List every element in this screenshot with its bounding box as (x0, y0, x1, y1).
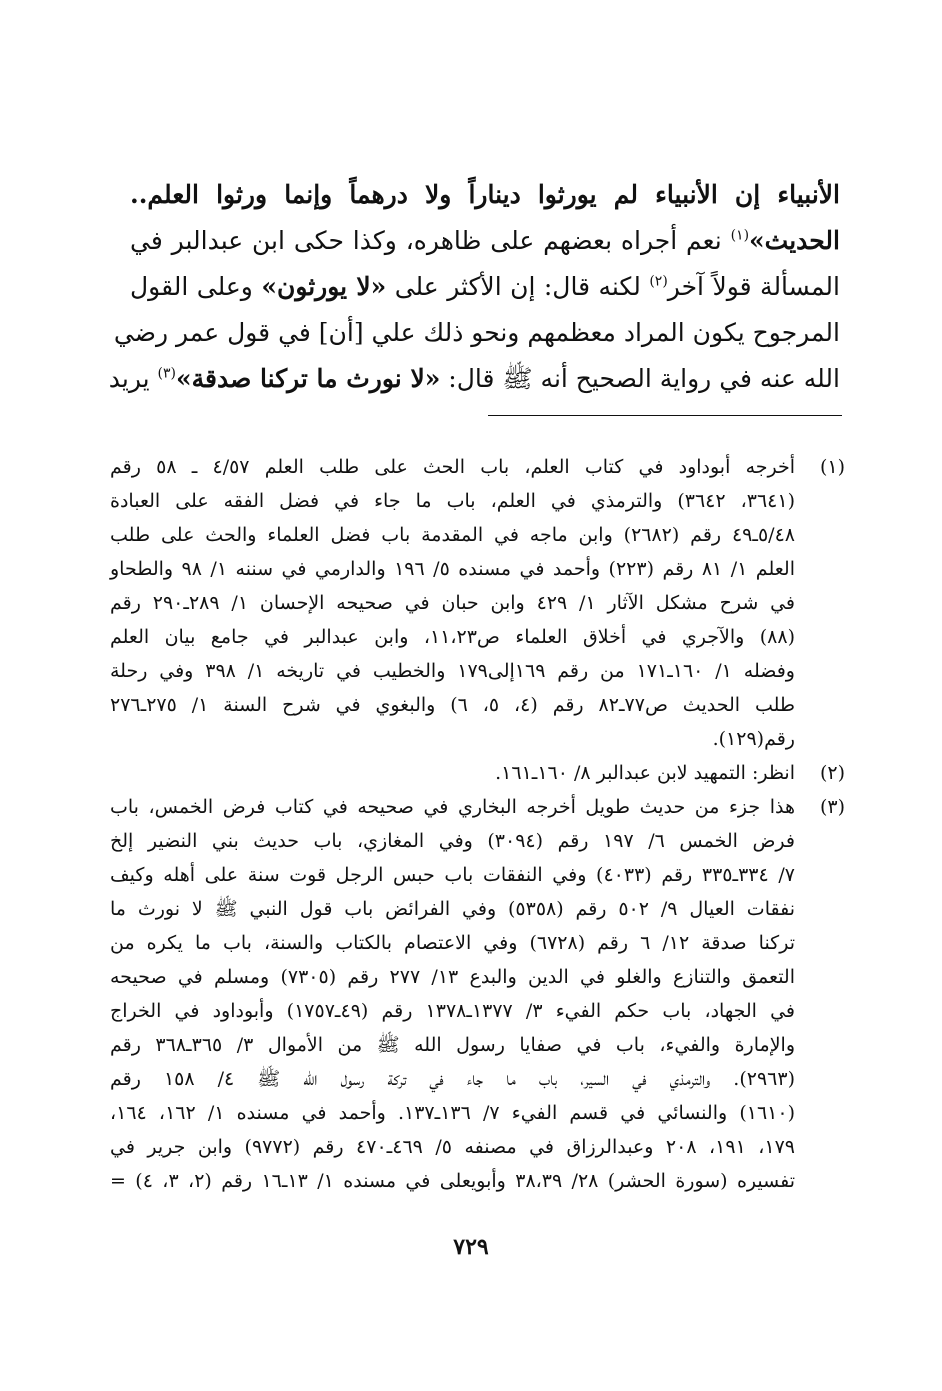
main-line-3 (130, 264, 840, 310)
main-line-3-text-b: لكنه قال: إن الأكثر على (386, 272, 650, 301)
main-line-3-text-d: وعلى القول (130, 272, 262, 301)
footnote-line: ١٧٩، ١٩١، ٢٠٨ وعبدالرزاق في مصنفه ٥/ ٤٦٩ـ٤٧٠ رقم (٩٧٧٢) وابن جرير في (110, 1136, 796, 1158)
footnote-line: في الجهاد، باب حكم الفيء ٣/ ١٣٧٧ـ١٣٧٨ رقم (٤٩ـ١٧٥٧) وأبوداود في الخراج (110, 1000, 795, 1022)
footnote-number: (٣) (819, 796, 845, 818)
footnote-line: (٢٩٦٣). والترمذي في السير، باب ما جاء في تركة رسول الله ﷺ ٤/ ١٥٨ رقم (110, 1068, 795, 1090)
footnotes-section (110, 450, 845, 1198)
footnote-body (110, 790, 795, 1198)
footnote-line: فرض الخمس ٦/ ١٩٧ رقم (٣٠٩٤) وفي المغازي، باب حديث بني النضير إلخ (110, 830, 795, 852)
footnote-line: تركنا صدقة ١٢/ ٦ رقم (٦٧٢٨) وفي الاعتصام بالكتاب والسنة، باب ما يكره من (110, 932, 796, 954)
footnote-ref-1[interactable]: (١) (730, 227, 750, 244)
main-line-4-text: المرجوح يكون المراد معظمهم ونحو ذلك علي [أن] في قول عمر رضي (113, 318, 840, 347)
main-text-block (108, 172, 840, 402)
main-line-2 (130, 218, 840, 264)
footnote-number: (١) (819, 456, 845, 478)
footnote-line: تفسيره (سورة الحشر) ٢٨/ ٣٨،٣٩ وأبويعلى في مسنده ١/ ١٣ـ١٦ رقم (٢، ٣، ٤) = (110, 1170, 795, 1192)
footnote-ref-3[interactable]: (٣) (157, 365, 176, 382)
main-line-3-text-a: المسألة قولاً آخر (667, 272, 840, 301)
footnote-body (110, 756, 795, 790)
main-line-5 (108, 356, 840, 402)
footnote-ref-2[interactable]: (٢) (649, 273, 668, 290)
quote-la-yurathun: «لا يورثون» (261, 272, 387, 301)
footnote-line: (٣٦٤١، ٣٦٤٢) والترمذي في العلم، باب ما جاء في فضل الفقه على العبادة (110, 490, 795, 512)
footnote-line: ٥/٤٨ـ٤٩ رقم (٢٦٨٢) وابن ماجه في المقدمة باب فضل العلماء والحث على طلب (110, 524, 795, 546)
main-line-1-text: الأنبياء إن الأنبياء لم يورثوا ديناراً ولا درهماً وإنما ورثوا العلم.. (130, 180, 840, 209)
main-line-5-text-c: يريد (108, 364, 158, 393)
footnote-line: ٧/ ٣٣٤ـ٣٣٥ رقم (٤٠٣٣) وفي النفقات باب حبس الرجل قوت سنة على أهله وكيف (110, 864, 795, 886)
footnote-3 (110, 790, 845, 1198)
footnote-line: طلب الحديث ص٧٧ـ٨٢ رقم (٤، ٥، ٦) والبغوي في شرح السنة ١/ ٢٧٥ـ٢٧٦ (110, 694, 796, 716)
quote-la-nurith: «لا نورث ما تركنا صدقة» (176, 364, 441, 393)
footnote-line: انظر: التمهيد لابن عبدالبر ٨/ ١٦٠ـ١٦١. (495, 762, 795, 784)
footnote-number: (٢) (819, 762, 845, 784)
footnote-line: أخرجه أبوداود في كتاب العلم، باب الحث على طلب العلم ٤/٥٧ ـ ٥٨ رقم (110, 456, 796, 478)
footnote-line: نفقات العيال ٩/ ٥٠٢ رقم (٥٣٥٨) وفي الفرائض باب قول النبي ﷺ لا نورث ما (110, 898, 795, 920)
footnote-line: رقم(١٢٩). (712, 728, 795, 750)
footnote-line: والإمارة والفيء، باب في صفايا رسول الله ﷺ من الأموال ٣/ ٣٦٥ـ٣٦٨ رقم (110, 1034, 795, 1056)
footnote-body (110, 450, 795, 756)
main-line-5-text-a: الله عنه في رواية الصحيح أنه ﷺ قال: (440, 364, 840, 393)
footnote-line: وفضله ١/ ١٦٠ـ١٧١ من رقم ١٦٩إلى١٧٩ والخطيب في تاريخه ١/ ٣٩٨ وفي رحلة (110, 660, 795, 682)
footnote-line: (١٦١٠) والنسائي في قسم الفيء ٧/ ١٣٦ـ١٣٧. وأحمد في مسنده ١/ ١٦٢، ١٦٤، (110, 1102, 795, 1124)
footnote-line: في شرح مشكل الآثار ١/ ٤٢٩ وابن حبان في صحيحه الإحسان ١/ ٢٨٩ـ٢٩٠ رقم (110, 592, 795, 614)
main-line-2-text: نعم أجراه بعضهم على ظاهره، وكذا حكى ابن عبدالبر في (130, 226, 731, 255)
footnote-line: العلم ١/ ٨١ رقم (٢٢٣) وأحمد في مسنده ٥/ ١٩٦ والدارمي في سننه ١/ ٩٨ والطحاو (110, 558, 795, 580)
footnote-1 (110, 450, 845, 756)
footnote-separator (488, 415, 842, 416)
footnote-line: هذا جزء من حديث طويل أخرجه البخاري في صحيحه في كتاب فرض الخمس، باب (110, 796, 795, 818)
footnote-line: (٨٨) والآجري في أخلاق العلماء ص١١،٢٣، وابن عبدالبر في جامع بيان العلم (110, 626, 795, 648)
main-line-4 (113, 310, 840, 356)
footnote-line: التعمق والتنازع والغلو في الدين والبدع ١٣/ ٢٧٧ رقم (٧٣٠٥) ومسلم في صحيحه (110, 966, 796, 988)
main-line-1 (130, 172, 840, 218)
page-number: ٧٢٩ (453, 1234, 489, 1260)
footnote-2 (110, 756, 845, 790)
hadith-end-quote: الحديث» (749, 226, 840, 255)
